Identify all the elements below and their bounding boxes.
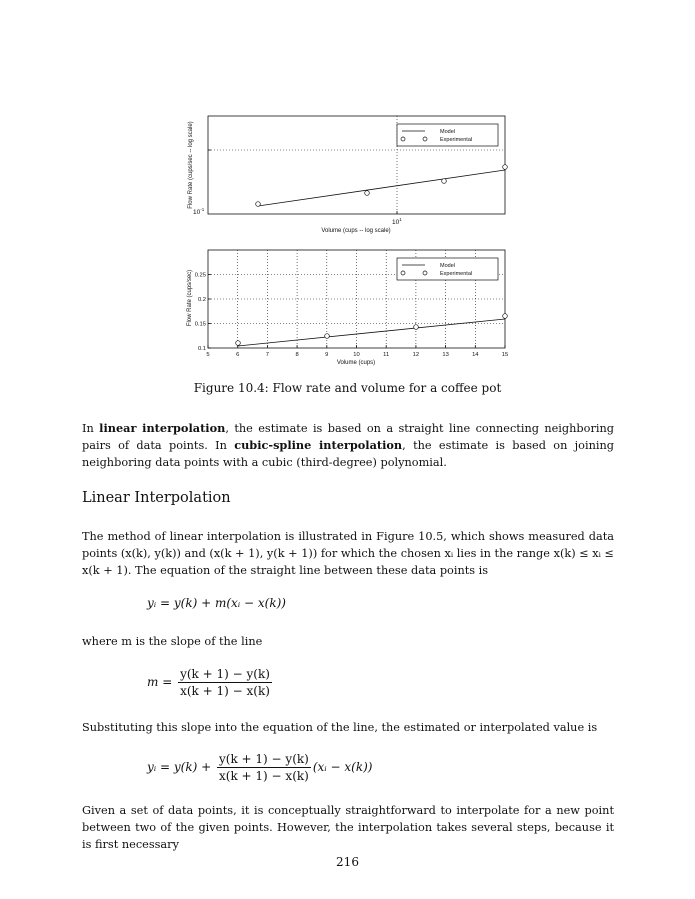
chart-top — [188, 116, 507, 234]
chart-top-ylabel: Flow Rate (cups/sec -- log scale) — [188, 121, 194, 209]
chart-top-point — [256, 202, 261, 207]
section-heading: Linear Interpolation — [82, 490, 231, 506]
chart-top-legend-experimental: Experimental — [440, 137, 473, 143]
equation-slope: m = $\frac{y(k + 1) - y(k)}{x(k + 1) - x(k)}$ — [147, 667, 270, 698]
interp-numerator: y(k + 1) − y(k) — [219, 752, 309, 766]
closing-paragraph: Given a set of data points, it is conceptually straightforward to interpolate for a new point between two of the given points. However, the interpolation takes several steps, because it is first necessary — [82, 804, 614, 851]
slope-denominator: x(k + 1) − x(k) — [180, 684, 270, 698]
chart-top-legend — [397, 124, 498, 146]
chart-bottom-ytick-label: 0.25 — [194, 272, 206, 279]
chart-bottom-xtick-label: 15 — [501, 352, 509, 358]
chart-top-point — [503, 165, 508, 170]
slope-numerator: y(k + 1) − y(k) — [180, 667, 270, 681]
interp-denominator: x(k + 1) − x(k) — [219, 769, 309, 783]
chart-bottom-xtick-label: 13 — [442, 352, 449, 358]
chart-bottom-xtick-label: 7 — [265, 352, 270, 358]
page-number: 216 — [336, 855, 359, 869]
chart-bottom-xtick-label: 5 — [206, 352, 210, 358]
chart-top-xlabel: Volume (cups -- log scale) — [321, 228, 391, 234]
chart-bottom-legend-experimental: Experimental — [440, 271, 473, 277]
chart-bottom-ticks — [195, 273, 509, 359]
intro-paragraph: In linear interpolation, the estimate is based on a straight line connecting neighboring pairs of data points. In cubic-spline interpolation, the estimate is based on joining neighboring data points with a cubic (third-degree) polynomial. — [82, 421, 614, 469]
chart-bottom-ytick-label: 0.15 — [194, 321, 206, 328]
chart-top-legend-model: Model — [440, 129, 455, 135]
chart-top-point — [442, 179, 447, 184]
chart-top-point — [365, 191, 370, 196]
chart-bottom-xtick-label: 8 — [295, 352, 299, 358]
chart-bottom-point — [503, 314, 508, 319]
chart-bottom — [187, 250, 508, 366]
chart-bottom-xtick-label: 10 — [353, 352, 360, 358]
chart-bottom-xtick-label: 9 — [325, 352, 329, 358]
chart-bottom-xtick-label: 12 — [412, 352, 420, 358]
slope-intro-text: where m is the slope of the line — [82, 635, 263, 648]
method-paragraph: The method of linear interpolation is illustrated in Figure 10.5, which shows measured data points (x(k), y(k)) and (x(k + 1), y(k + 1)) for which the chosen xᵢ lies in the range x(k) ≤ xᵢ ≤ x(k + 1). The equation of the straight line between these data points is — [82, 530, 614, 577]
chart-bottom-point — [236, 341, 241, 346]
chart-bottom-legend-model: Model — [440, 263, 455, 269]
term-linear-interpolation: linear interpolation — [99, 421, 226, 435]
equation-interpolated: yᵢ = y(k) + $\frac{y(k + 1) - y(k)}{x(k + 1) - x(k)}$ (xᵢ − x(k)) — [147, 752, 373, 783]
equation-line: yᵢ = y(k) + m(xᵢ − x(k)) — [147, 596, 286, 610]
chart-bottom-xtick-label: 6 — [236, 352, 240, 358]
chart-bottom-ytick-label: 0.2 — [197, 297, 206, 303]
chart-bottom-xtick-label: 14 — [472, 352, 479, 358]
chart-bottom-ylabel: Flow Rate (cups/sec) — [187, 269, 193, 327]
chart-bottom-ytick-label: 0.1 — [197, 346, 206, 352]
chart-top-ytick-label: $10^{-1}$ — [193, 207, 205, 216]
substitution-paragraph: Substituting this slope into the equation of the line, the estimated or interpolated value is — [82, 721, 598, 734]
chart-bottom-xtick-label: 11 — [383, 352, 390, 358]
chart-top-xtick-label: $10^1$ — [392, 217, 402, 226]
chart-bottom-xlabel: Volume (cups) — [336, 360, 376, 366]
chart-bottom-point — [325, 334, 330, 339]
figure-charts — [0, 0, 695, 380]
chart-bottom-model-line — [238, 319, 505, 346]
chart-bottom-legend — [397, 258, 498, 280]
figure-caption: Figure 10.4: Flow rate and volume for a coffee pot — [193, 381, 502, 395]
term-cubic-spline: cubic-spline interpolation — [234, 438, 403, 452]
chart-bottom-point — [414, 325, 419, 330]
chart-top-model-line — [258, 170, 505, 206]
